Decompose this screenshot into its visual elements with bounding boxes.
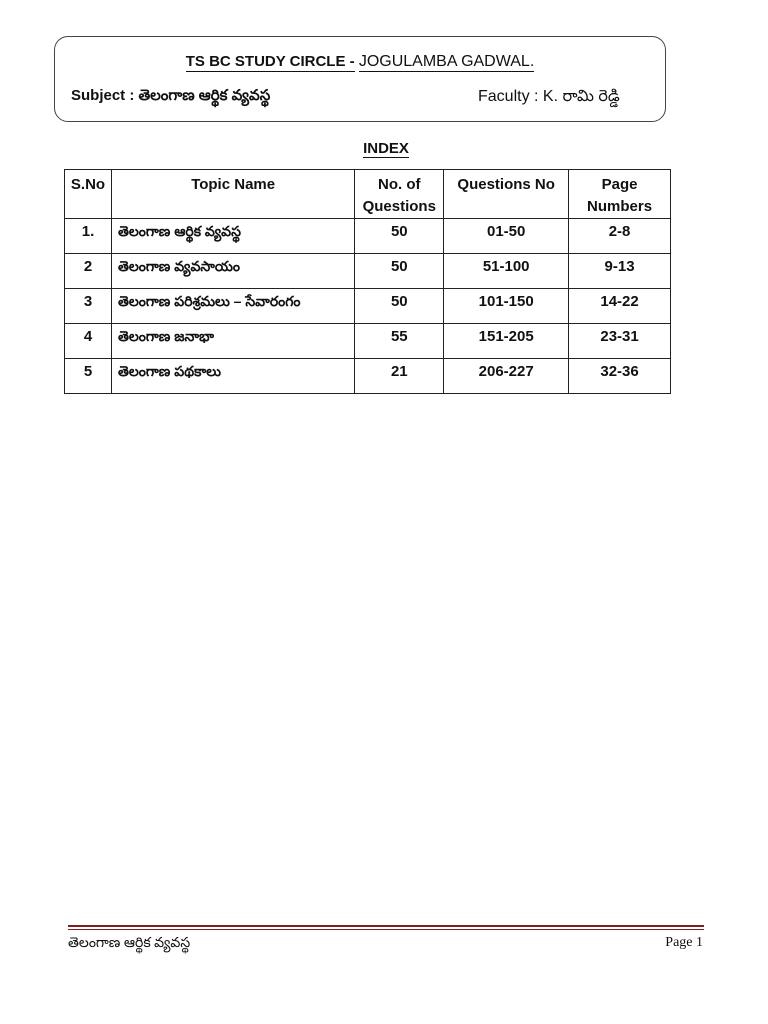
row-count: 50 [355, 254, 444, 289]
header-count-line1: No. of [378, 176, 421, 193]
title-part1: TS BC STUDY CIRCLE - [185, 53, 355, 70]
row-count: 55 [355, 324, 444, 359]
row-count: 50 [355, 219, 444, 254]
row-pages: 2-8 [569, 219, 671, 254]
row-qno: 151-205 [444, 324, 569, 359]
row-sno: 5 [65, 359, 112, 394]
header-box [54, 36, 666, 122]
header-pages [569, 170, 671, 219]
row-topic: తెలంగాణ వ్యవసాయం [111, 254, 354, 289]
row-sno: 4 [65, 324, 112, 359]
table-row [65, 219, 671, 254]
row-sno: 2 [65, 254, 112, 289]
row-pages: 32-36 [569, 359, 671, 394]
row-qno: 01-50 [444, 219, 569, 254]
header-count-line2: Questions [362, 198, 436, 215]
header-pages-line1: Page [601, 176, 638, 193]
row-topic: తెలంగాణ పథకాలు [111, 359, 354, 394]
table-row [65, 359, 671, 394]
row-sno: 1. [65, 219, 112, 254]
row-pages: 14-22 [569, 289, 671, 324]
footer-rule-thick [68, 925, 704, 927]
header-qno: Questions No [444, 170, 569, 219]
row-count: 50 [355, 289, 444, 324]
table-row [65, 254, 671, 289]
index-table [64, 169, 671, 394]
header-count [355, 170, 444, 219]
row-topic: తెలంగాణ పరిశ్రమలు – సేవారంగం [111, 289, 354, 324]
header-topic: Topic Name [111, 170, 354, 219]
table-row [65, 324, 671, 359]
page-number: Page 1 [665, 935, 703, 950]
row-qno: 51-100 [444, 254, 569, 289]
index-heading-text: INDEX [363, 140, 409, 157]
row-topic: తెలంగాణ ఆర్థిక వ్యవస్థ [111, 219, 354, 254]
subject-label: Subject : తెలంగాణ ఆర్థిక వ్యవస్థ [71, 87, 271, 104]
footer-rule [68, 925, 704, 931]
title-part2: JOGULAMBA GADWAL. [358, 53, 535, 70]
footer-rule-thin [68, 929, 704, 930]
row-qno: 206-227 [444, 359, 569, 394]
footer-subject: తెలంగాణ ఆర్థిక వ్యవస్థ [68, 936, 191, 951]
row-sno: 3 [65, 289, 112, 324]
row-count: 21 [355, 359, 444, 394]
row-qno: 101-150 [444, 289, 569, 324]
index-heading [0, 140, 768, 157]
row-topic: తెలంగాణ జనాభా [111, 324, 354, 359]
row-pages: 23-31 [569, 324, 671, 359]
header-sno: S.No [65, 170, 112, 219]
table-row [65, 289, 671, 324]
document-title [55, 53, 665, 71]
table-header-row [65, 170, 671, 219]
header-pages-line2: Numbers [587, 198, 653, 215]
row-pages: 9-13 [569, 254, 671, 289]
faculty-label: Faculty : K. రామి రెడ్డి [478, 88, 620, 105]
